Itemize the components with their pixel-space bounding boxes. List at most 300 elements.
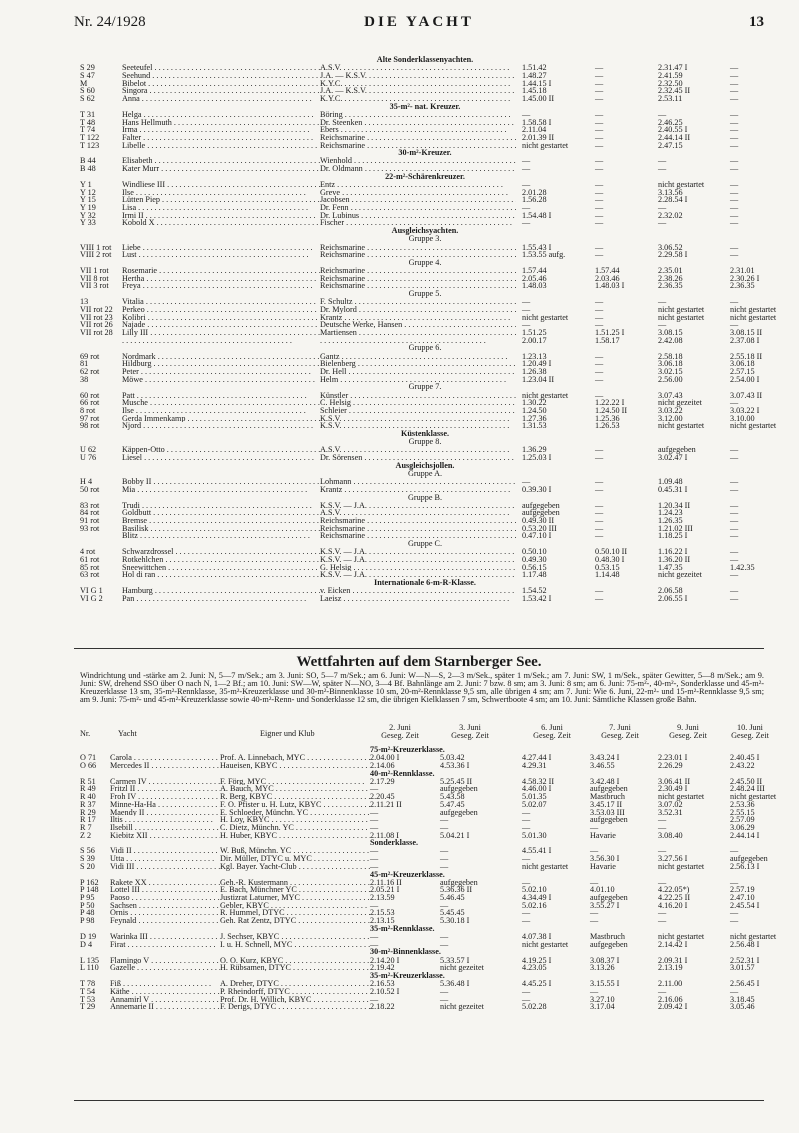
cell-1: Nordmark . . .	[122, 353, 320, 361]
cell-3: —	[522, 297, 531, 307]
cell-2: Martiensen . . .	[320, 329, 516, 337]
bottom-rule	[74, 1100, 764, 1101]
cell-2: R. Hummel, DTYC . . .	[220, 909, 370, 917]
header-day5-label: 9. Juni	[677, 723, 699, 732]
cell-5: —	[522, 877, 531, 887]
cell-2: Reichsmarine . . .	[320, 282, 516, 290]
cell-8: 3.18.45	[730, 994, 755, 1004]
cell-2: K.S.V. . . .	[320, 422, 516, 430]
cell-1: Rotkehlchen . . .	[122, 556, 320, 564]
cell-4: —	[595, 250, 604, 260]
table-row	[80, 595, 770, 603]
cell-3: 1.53.55 aufg.	[522, 250, 566, 260]
cell-6: —	[730, 531, 739, 541]
cell-1: Firat . . .	[110, 941, 220, 949]
cell-5: 3.06.52	[658, 242, 683, 252]
cell-1: Paoso . . .	[110, 894, 220, 902]
table-row	[80, 454, 770, 462]
cell-8: 2.44.14 I	[730, 830, 760, 840]
cell-4: —	[440, 822, 449, 832]
cell-2: A. Bauch, MYC . . .	[220, 785, 370, 793]
cell-3: nicht gestartet	[522, 390, 569, 400]
cell-6: —	[730, 477, 739, 487]
cell-4: —	[595, 156, 604, 166]
cell-3: 1.51.25	[522, 328, 547, 338]
header-day6-label: 10. Juni	[737, 723, 763, 732]
class-heading: 40-m²-Rennklasse.	[370, 768, 435, 778]
cell-7: 3.07.02	[658, 799, 683, 809]
cell-0: 97 rot	[80, 413, 100, 423]
cell-4: —	[440, 986, 449, 996]
cell-4: 5.47.45	[440, 799, 465, 809]
cell-3: —	[370, 900, 379, 910]
cell-3: 0.50.10	[522, 547, 547, 557]
cell-3: 2.16.53	[370, 979, 395, 989]
cell-6: nicht gestartet	[730, 305, 777, 314]
cell-5: 2.32.50	[658, 78, 683, 88]
cell-5: —	[522, 815, 531, 825]
cell-3: 1.23.13	[522, 351, 547, 361]
cell-1: Irmi II . . .	[122, 212, 320, 220]
cell-8: 2.48.24 III	[730, 784, 765, 794]
cell-7: 2.26.29	[658, 760, 683, 770]
cell-5: 3.02.47 I	[658, 453, 688, 463]
group-heading: Gruppe 4.	[408, 257, 442, 267]
cell-6: —	[730, 547, 739, 557]
cell-6: —	[730, 484, 739, 494]
cell-3: 0.56.15	[522, 562, 547, 572]
cell-5: 2.38.26	[658, 273, 683, 283]
cell-4: —	[595, 586, 604, 596]
header-day6	[720, 724, 780, 740]
cell-7: 3.08.40	[658, 830, 683, 840]
header-nr: Nr.	[80, 729, 91, 738]
table-row	[80, 1003, 770, 1011]
cell-5: 4.27.44 I	[522, 753, 552, 763]
cell-5: 2.32.45 II	[658, 86, 691, 96]
cell-4: —	[595, 93, 604, 103]
cell-6: —	[730, 445, 739, 455]
group-heading: Gruppe 7.	[408, 382, 442, 392]
cell-6: aufgegeben	[590, 784, 628, 794]
cell-6: 2.57.15	[730, 367, 755, 376]
cell-0: Y 1	[80, 180, 92, 189]
cell-4: 5.25.45 II	[440, 776, 473, 786]
cell-5: —	[522, 994, 531, 1004]
cell-2: Wienhold . . .	[320, 157, 516, 165]
cell-0: U 62	[80, 445, 97, 455]
cell-6: —	[730, 63, 739, 73]
cell-5: 2.06.55 I	[658, 593, 688, 603]
cell-6: —	[590, 846, 599, 856]
cell-0: 84 rot	[80, 508, 100, 518]
cell-6: —	[730, 78, 739, 88]
cell-5: 4.46.00 I	[522, 784, 552, 794]
cell-3: —	[370, 784, 379, 794]
cell-1: Irma . . .	[122, 126, 320, 134]
cell-3: 2.05.21 I	[370, 885, 400, 895]
cell-2	[320, 337, 516, 345]
cell-4: 5.36.36 II	[440, 885, 473, 895]
cell-6: —	[730, 156, 739, 166]
cell-7: 4.22.05*)	[658, 885, 690, 895]
cell-6: —	[590, 908, 599, 918]
cell-0: 85 rot	[80, 562, 100, 572]
cell-1: Elisabeth . . .	[122, 157, 320, 165]
cell-1: Gazelle . . .	[110, 964, 220, 972]
header-day4-sub: Geseg. Zeit	[601, 731, 639, 740]
table-row	[80, 376, 770, 384]
starnberg-title: Wettfahrten auf dem Starnberger See.	[296, 654, 542, 670]
cell-5: 2.42.08	[658, 335, 683, 345]
table-row	[80, 832, 770, 840]
cell-2: K.Y.C. . . .	[320, 95, 516, 103]
cell-2: Laeisz . . .	[320, 595, 516, 603]
cell-3: 2.19.42	[370, 963, 395, 973]
cell-4: 5.43.58	[440, 792, 465, 802]
cell-8: 2.47.10	[730, 893, 755, 903]
cell-7: 2.30.49 I	[658, 784, 688, 794]
cell-0: Y 19	[80, 203, 96, 213]
cell-3: 1.23.04 II	[522, 374, 555, 384]
cell-6: —	[730, 203, 739, 213]
cell-8: 3.01.57	[730, 963, 755, 973]
cell-3: 0.53.20 III	[522, 523, 557, 533]
cell-3: 2.01.28	[522, 187, 547, 197]
cell-1: Kobold X . . .	[122, 219, 320, 227]
cell-6: —	[730, 70, 739, 80]
cell-8: nicht gestartet	[730, 792, 777, 802]
cell-1: Möwe . . .	[122, 376, 320, 384]
cell-5: —	[658, 218, 667, 228]
cell-8: 2.56.13 I	[730, 861, 760, 871]
cell-1: Bobby II . . .	[122, 478, 320, 486]
cell-1: Annemarie II . . .	[110, 1003, 220, 1011]
header-day2-sub: Geseg. Zeit	[451, 731, 489, 740]
cell-7: —	[658, 822, 667, 832]
cell-6: —	[730, 86, 739, 96]
table-row	[80, 165, 770, 173]
cell-1: Lisa . . .	[122, 204, 320, 212]
cell-6: —	[730, 508, 739, 518]
cell-2: W. Buß, Münchn. YC . . .	[220, 847, 370, 855]
cell-6: aufgegeben	[590, 815, 628, 825]
cell-1: Fiß . . .	[110, 980, 220, 988]
cell-0: T 78	[80, 979, 96, 989]
cell-5: nicht gestartet	[658, 305, 705, 314]
cell-3: 1.54.52	[522, 586, 547, 596]
cell-5: nicht gestartet	[658, 421, 705, 431]
cell-8: nicht gestartet	[730, 932, 777, 941]
cell-1: Vitalia . . .	[122, 298, 320, 306]
cell-4: —	[595, 218, 604, 228]
cell-5: —	[658, 203, 667, 213]
cell-1: Kiebitz XII . . .	[110, 832, 220, 840]
cell-2: Reichsmarine . . .	[320, 134, 516, 142]
cell-2: A.S.V. . . .	[320, 446, 516, 454]
cell-1: Kolibri . . .	[122, 314, 320, 322]
cell-4: 1.58.17	[595, 335, 620, 345]
cell-4: —	[595, 195, 604, 205]
cell-6: 3.06.18	[730, 359, 755, 369]
cell-2: Dir. Müller, DTYC u. MYC . . .	[220, 855, 370, 863]
cell-5: 5.01.30	[522, 830, 547, 840]
cell-0: S 56	[80, 846, 95, 856]
cell-6: —	[730, 297, 739, 307]
cell-4: nicht gezeitet	[440, 1002, 484, 1012]
group-heading: Gruppe 8.	[408, 437, 442, 447]
cell-7: 2.09.31 I	[658, 955, 688, 965]
cell-0: P 95	[80, 893, 95, 903]
cell-5: 1.21.02 III	[658, 523, 693, 533]
cell-1: Sachsen . . .	[110, 902, 220, 910]
cell-2: H. Loy, KBYC . . .	[220, 816, 370, 824]
cell-3: 1.27.36	[522, 413, 547, 423]
cell-1: Patt . . .	[122, 392, 320, 400]
cell-4: 5.33.57 I	[440, 955, 470, 965]
cell-4: —	[440, 854, 449, 864]
cell-8: 2.57.19	[730, 885, 755, 895]
header-yacht: Yacht	[118, 729, 137, 738]
cell-3: —	[522, 305, 531, 314]
cell-5: —	[658, 156, 667, 166]
cell-2: Reichsmarine . . .	[320, 251, 516, 259]
cell-0: Y 12	[80, 187, 96, 197]
cell-2: Dr. Lubinus . . .	[320, 212, 516, 220]
cell-6: —	[730, 187, 739, 197]
cell-2: J.A. — K.S.V. . . .	[320, 72, 516, 80]
class-heading: 45-m²-Kreuzerklasse.	[370, 869, 445, 879]
cell-6: 3.13.26	[590, 963, 615, 973]
cell-6: 2.31.01	[730, 266, 755, 276]
cell-2: Justizrat Laturner, MYC . . .	[220, 894, 370, 902]
table-row	[80, 917, 770, 925]
cell-1: Utta . . .	[110, 855, 220, 863]
cell-3: —	[370, 807, 379, 817]
cell-4: 1.14.48	[595, 570, 620, 580]
cell-0: 4 rot	[80, 547, 96, 557]
cell-6: 3.08.15 II	[730, 328, 763, 338]
cell-3: 0.39.30 I	[522, 484, 552, 494]
cell-6: —	[730, 93, 739, 103]
cell-0: 98 rot	[80, 421, 100, 431]
cell-4: 5.36.48 I	[440, 979, 470, 989]
cell-0: P 162	[80, 877, 99, 887]
cell-5: 1.16.22 I	[658, 547, 688, 557]
cell-7: nicht gestartet	[658, 792, 705, 802]
cell-5: 3.07.43	[658, 390, 683, 400]
cell-1: Singora . . .	[122, 87, 320, 95]
cell-6: 3.10.00	[730, 413, 755, 423]
cell-1: Feynald . . .	[110, 917, 220, 925]
cell-6: 2.36.35	[730, 281, 755, 291]
cell-5: —	[522, 854, 531, 864]
header-day1	[370, 724, 430, 740]
cell-3: —	[522, 320, 531, 330]
cell-1: Helga . . .	[122, 111, 320, 119]
table-row	[80, 219, 770, 227]
cell-3: 1.44.15 I	[522, 78, 552, 88]
cell-0: S 39	[80, 854, 95, 864]
cell-2: H. Rübsamen, DTYC . . .	[220, 964, 370, 972]
cell-0: 83 rot	[80, 500, 100, 510]
cell-8: 2.40.45 I	[730, 753, 760, 763]
cell-1: Mercedes II . . .	[110, 762, 220, 770]
cell-3: 2.20.45	[370, 792, 395, 802]
cell-2: C. Dietz, Münchn. YC . . .	[220, 824, 370, 832]
cell-0: S 29	[80, 63, 95, 73]
cell-5: 3.13.56	[658, 187, 683, 197]
cell-6: —	[730, 164, 739, 174]
cell-2: Künstler . . .	[320, 392, 516, 400]
cell-0: 91 rot	[80, 516, 100, 526]
cell-0: L 110	[80, 963, 99, 973]
cell-0: O 66	[80, 760, 97, 770]
cell-1: Hildburg . . .	[122, 360, 320, 368]
cell-2: Ebers . . .	[320, 126, 516, 134]
cell-0: Y 32	[80, 210, 96, 220]
cell-5: —	[522, 908, 531, 918]
cell-2: Geh.-R. Kustermann . . .	[220, 879, 370, 887]
cell-8: 2.56.45 I	[730, 979, 760, 989]
cell-5: 1.24.23	[658, 508, 683, 518]
cell-3: 1.53.42 I	[522, 593, 552, 603]
cell-4: —	[595, 320, 604, 330]
cell-4: —	[595, 180, 604, 189]
cell-3: —	[370, 932, 379, 941]
cell-5: 2.36.35	[658, 281, 683, 291]
cell-3: —	[522, 156, 531, 166]
cell-1: Vidi II . . .	[110, 847, 220, 855]
cell-1: Bibelot . . .	[122, 80, 320, 88]
cell-3: 2.14.06	[370, 760, 395, 770]
table-row	[80, 486, 770, 494]
cell-3: —	[522, 180, 531, 189]
cell-5: 2.28.54 I	[658, 195, 688, 205]
cell-3: 1.48.03	[522, 281, 547, 291]
group-heading: Gruppe B.	[407, 492, 443, 502]
cell-6: Mastbruch	[590, 792, 626, 802]
cell-4: 4.53.36 I	[440, 760, 470, 770]
cell-4: —	[595, 516, 604, 526]
cell-5: 2.58.18	[658, 351, 683, 361]
cell-7: 4.16.20 I	[658, 900, 688, 910]
cell-6: 2.54.00 I	[730, 374, 760, 384]
cell-2: A. Dreher, DTYC . . .	[220, 980, 370, 988]
group-heading: Gruppe 6.	[408, 343, 442, 353]
cell-5: 5.01.35	[522, 792, 547, 802]
cell-2: E. Bach, Münchner YC . . .	[220, 886, 370, 894]
cell-0: B 44	[80, 156, 96, 166]
issue-number: Nr. 24/1928	[74, 14, 146, 30]
cell-4: —	[595, 187, 604, 197]
cell-5: 4.07.38 I	[522, 932, 552, 941]
cell-5: 1.09.48	[658, 477, 683, 487]
cell-8: 2.53.36	[730, 799, 755, 809]
cell-6: —	[730, 109, 739, 119]
cell-0: VII rot 22	[80, 305, 113, 314]
cell-4: 1.25.36	[595, 413, 620, 423]
cell-0: U 76	[80, 453, 97, 463]
header-day1-sub: Geseg. Zeit	[381, 731, 419, 740]
cell-2: v. Eicken . . .	[320, 587, 516, 595]
cell-5: —	[522, 807, 531, 817]
cell-3: 1.45.18	[522, 86, 547, 96]
cell-1: Ilse . . .	[122, 407, 320, 415]
cell-4: —	[595, 242, 604, 252]
cell-4: aufgegeben	[440, 807, 478, 817]
cell-3: 1.51.42	[522, 63, 547, 73]
cell-0: VII rot 26	[80, 320, 113, 330]
class-heading: Internationale 6-m-R-Klasse.	[374, 578, 476, 588]
cell-5: —	[522, 986, 531, 996]
table-row	[80, 980, 770, 988]
cell-6: —	[730, 132, 739, 142]
cell-1: Liebe . . .	[122, 244, 320, 252]
cell-5: 2.47.15	[658, 140, 683, 150]
cell-4: —	[440, 932, 449, 941]
cell-1: Maendy II . . .	[110, 809, 220, 817]
cell-3: —	[370, 822, 379, 832]
header-day1-label: 2. Juni	[389, 723, 411, 732]
cell-4: —	[595, 63, 604, 73]
starnberg-intro: Windrichtung und -stärke am 2. Juni: N, 5—7 m/Sek.; am 3. Juni: SO, 5—7 m/Sek.; am 6. Juni: W—N—S, 2—3 m/Sek., später 1 m/Sek.; am 7. Juni: SW, 1 m/Sek., später Gewitter, 5—8 m/Sek.; am 9. Juni: SW, drehend SSO über O nach N, 1—2 Bf.; am 10. Juni: SW—W, später N—NO, 3—4 Bf. Bahnlänge am 2. Juni: 7 bzw. 8 sm; am 3. Juni: 8 sm; am 6. Juni: 75-m²-, 40-m²-, Sonderklasse und 45-m²-Kreuzerklasse 13 sm, 35-m²-Rennklasse, 35-m²-Kreuzerklasse und 30-m²-Binnenklasse 10 sm, 20-m²-Rennklasse 9,5 sm, alle übrigen 4 sm; am 7. Juni: Wie 6. Juni, 22-m²- und 15-m²-Rennklasse 9,5 sm; am 9. Juni: 75-m²- und 45-m²-Kreuzerklasse sowie 40-m²-Renn- und Sonderklasse 12 sm, die übrigen Kielklassen 7 sm, Schwertboote 4 sm; am 10. Juni: Sämtliche Klassen große Bahn.	[80, 671, 764, 704]
header-day4-label: 7. Juni	[609, 723, 631, 732]
cell-7: —	[658, 986, 667, 996]
cell-1: Windliese III . . .	[122, 181, 320, 189]
cell-2: Jacobsen . . .	[320, 196, 516, 204]
cell-4: —	[595, 125, 604, 135]
header-day2	[440, 724, 500, 740]
cell-4: —	[595, 453, 604, 463]
class-heading: Sonderklasse.	[370, 838, 418, 848]
cell-7: —	[658, 908, 667, 918]
cell-2: Helm . . .	[320, 376, 516, 384]
cell-0: R 37	[80, 799, 96, 809]
cell-0: S 20	[80, 861, 95, 871]
cell-5: 2.56.00	[658, 374, 683, 384]
page-header	[74, 14, 764, 38]
cell-4: —	[595, 500, 604, 510]
cell-4: 5.04.21 I	[440, 830, 470, 840]
cell-4: 5.03.42	[440, 753, 465, 763]
cell-8: aufgegeben	[730, 854, 768, 864]
cell-4: —	[440, 846, 449, 856]
cell-7: —	[658, 815, 667, 825]
cell-2: Reichsmarine . . .	[320, 525, 516, 533]
class-heading: 75-m²-Kreuzerklasse.	[370, 745, 445, 754]
header-owner: Eigner und Klub	[260, 729, 315, 738]
cell-0: R 40	[80, 792, 96, 802]
cell-3: 1.55.43 I	[522, 242, 552, 252]
cell-3: 1.25.03 I	[522, 453, 552, 463]
cell-0: P 50	[80, 900, 95, 910]
cell-0: 81	[80, 359, 89, 369]
cell-6: —	[730, 180, 739, 189]
cell-0: P 48	[80, 908, 95, 918]
cell-4: —	[595, 203, 604, 213]
cell-3: 2.05.46	[522, 273, 547, 283]
cell-6: —	[730, 210, 739, 220]
cell-4: —	[595, 70, 604, 80]
table-row	[80, 571, 770, 579]
cell-0: T 31	[80, 109, 96, 119]
cell-3: 1.54.48 I	[522, 210, 552, 220]
class-heading: 30-m²-Kreuzer.	[398, 148, 452, 158]
cell-3: 1.56.28	[522, 195, 547, 205]
header-day2-label: 3. Juni	[459, 723, 481, 732]
cell-6: —	[590, 986, 599, 996]
